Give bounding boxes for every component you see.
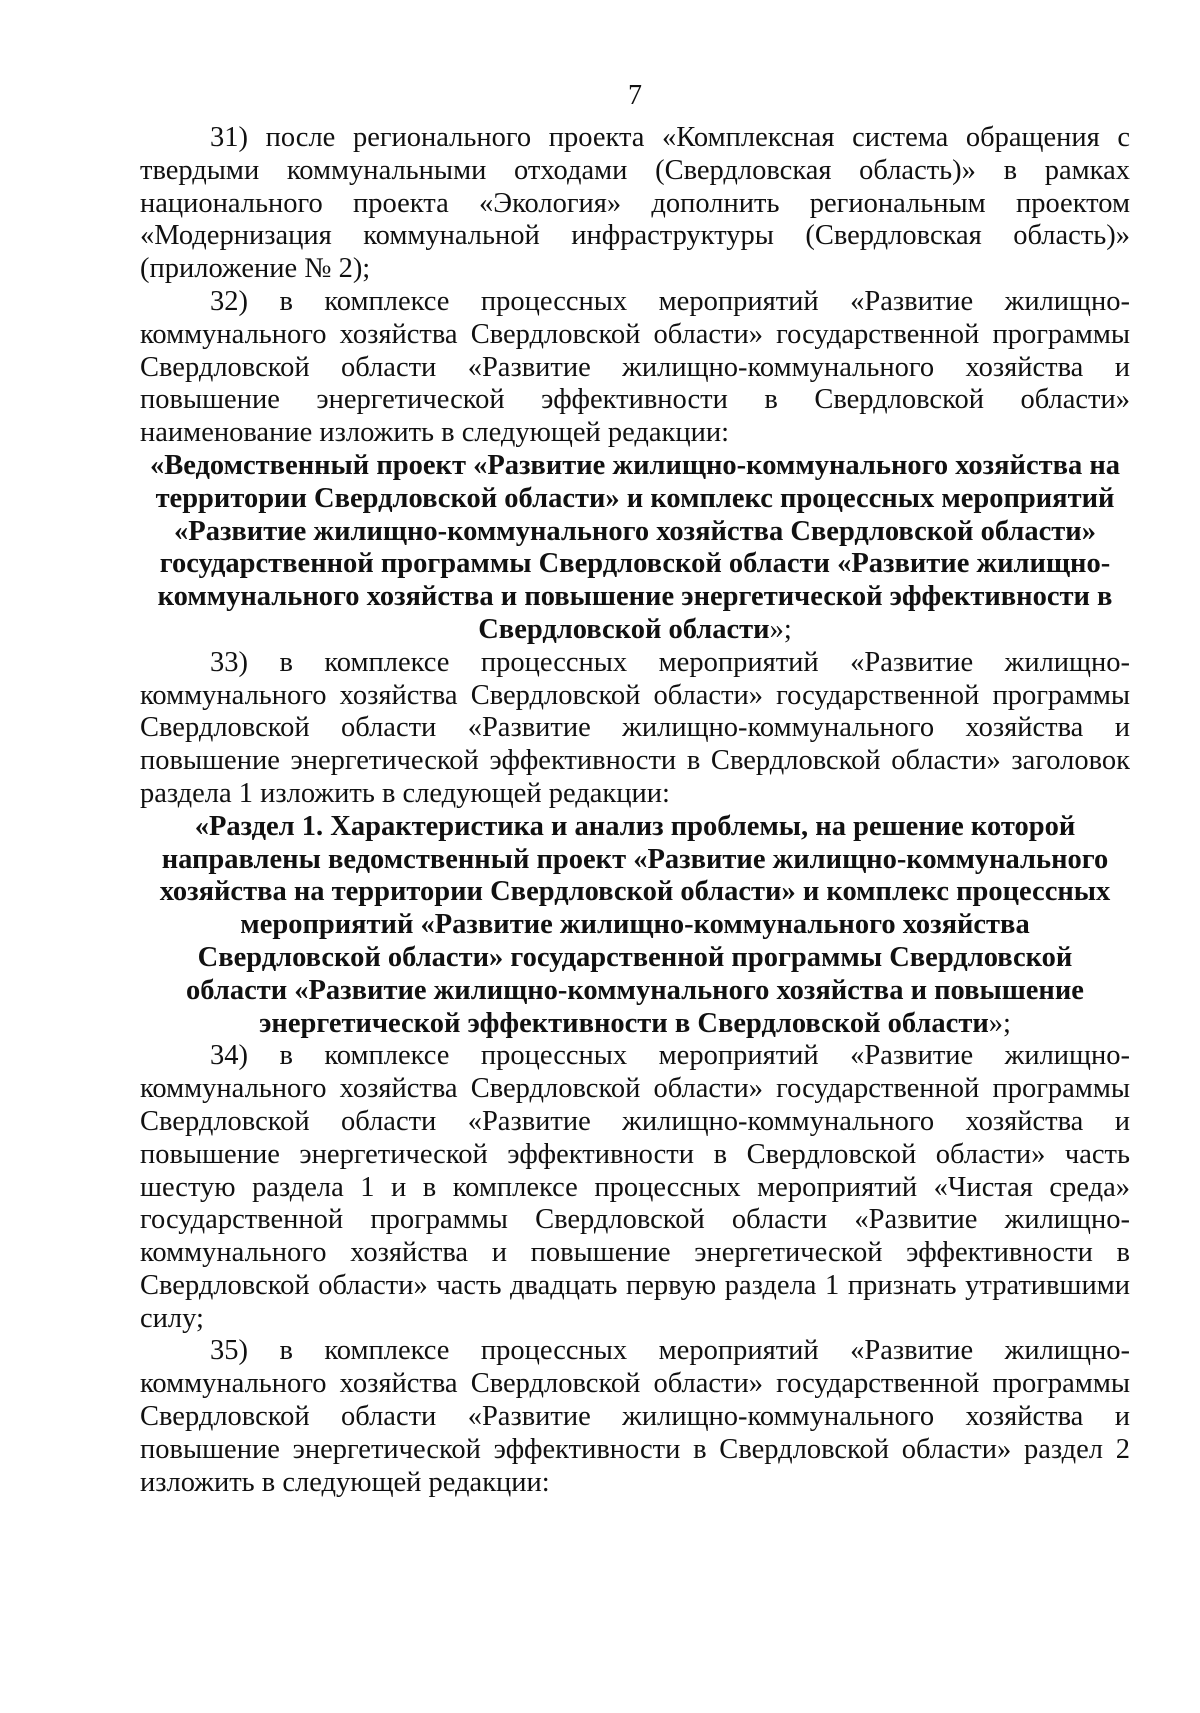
quoted-title-text: «Ведомственный проект «Развитие жилищно-коммунального хозяйства на территории Свердловской области» и комплекс процессных мероприятий «Развитие жилищно-коммунального хозяйства Свердловской области» государственной программы Свердловской области «Развитие жилищно-коммунального хозяйства и повышение энергетической эффективности в Свердловской области [149, 449, 1121, 645]
page-number: 7 [628, 80, 642, 111]
quote-closing: »; [988, 1007, 1011, 1039]
quoted-section-heading [140, 811, 1130, 1041]
paragraph-item-33: 33) в комплексе процессных мероприятий «Развитие жилищно-коммунального хозяйства Свердловской области» государственной программы Свердловской области «Развитие жилищно-коммунального хозяйства и повышение энергетической эффективности в Свердловской области» заголовок раздела 1 изложить в следующей редакции: [140, 646, 1130, 809]
document-body [140, 122, 1130, 1499]
paragraph-item-32: 32) в комплексе процессных мероприятий «Развитие жилищно-коммунального хозяйства Свердловской области» государственной программы Свердловской области «Развитие жилищно-коммунального хозяйства и повышение энергетической эффективности в Свердловской области» наименование изложить в следующей редакции: [140, 285, 1130, 449]
quoted-heading-text: «Раздел 1. Характеристика и анализ проблемы, на решение которой направлены ведомственный проект «Развитие жилищно-коммунального хозяйства на территории Свердловской области» и комплекс процессных мероприятий «Развитие жилищно-коммунального хозяйства Свердловской области» государственной программы Свердловской области «Развитие жилищно-коммунального хозяйства и повышение энергетической эффективности в Свердловской области [159, 810, 1111, 1039]
paragraph-item-35: 35) в комплексе процессных мероприятий «Развитие жилищно-коммунального хозяйства Свердловской области» государственной программы Свердловской области «Развитие жилищно-коммунального хозяйства и повышение энергетической эффективности в Свердловской области» раздел 2 изложить в следующей редакции: [140, 1335, 1130, 1498]
quoted-project-title [140, 450, 1130, 647]
quote-closing: »; [769, 613, 792, 645]
paragraph-item-31: 31) после регионального проекта «Комплексная система обращения с твердыми коммунальными отходами (Свердловская область)» в рамках национального проекта «Экология» дополнить региональным проектом «Модернизация коммунальной инфраструктуры (Свердловская область)» (приложение № 2); [140, 122, 1130, 285]
paragraph-item-34: 34) в комплексе процессных мероприятий «Развитие жилищно-коммунального хозяйства Свердловской области» государственной программы Свердловской области «Развитие жилищно-коммунального хозяйства и повышение энергетической эффективности в Свердловской области» часть шестую раздела 1 и в комплексе процессных мероприятий «Чистая среда» государственной программы Свердловской области «Развитие жилищно-коммунального хозяйства и повышение энергетической эффективности в Свердловской области» часть двадцать первую раздела 1 признать утратившими силу; [140, 1040, 1130, 1334]
